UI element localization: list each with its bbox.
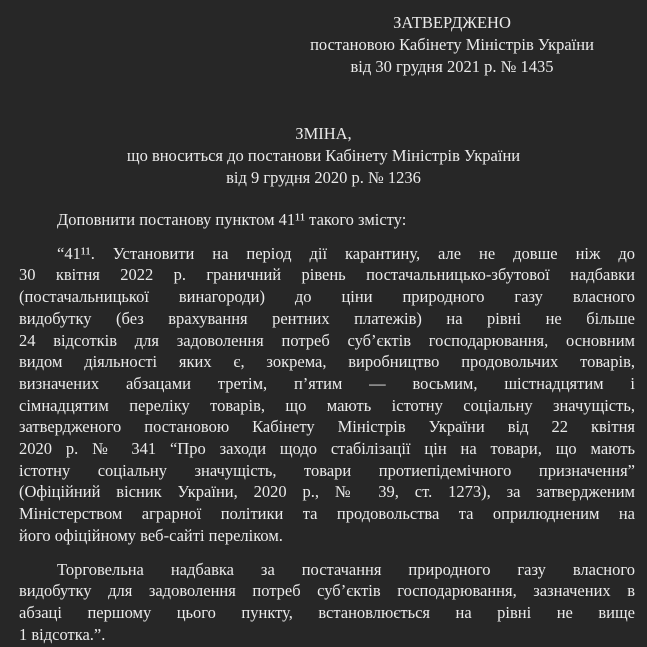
paragraph-line: істотну соціальну значущість, товари протиепідемічного призначення” [19,460,635,480]
paragraph-line: видобутку (без врахування рентних платежів) на рівні не більше [19,308,635,328]
document-subtitle: що вноситься до постанови Кабінету Міністрів України [126,146,521,165]
approval-block [287,0,617,78]
paragraph-line: абзаці першому цього пункту, встановлюється на рівні не вище [19,602,635,622]
approval-label: ЗАТВЕРДЖЕНО [393,13,511,32]
paragraph-line: його офіційному веб-сайті переліком. [19,525,283,545]
approval-authority: постановою Кабінету Міністрів України [310,35,594,54]
paragraph-trade-markup [19,559,635,646]
paragraph-line: сімнадцятим переліку товарів, що мають істотну соціальну значущість, [19,395,635,415]
paragraph-line: видобутку для задоволення потреб суб’єктів господарювання, зазначених в [19,581,635,601]
paragraph-line: визначених абзацами третім, п’ятим — восьмим, шістнадцятим і [19,373,635,393]
approval-date-number: від 30 грудня 2021 р. № 1435 [350,57,554,76]
paragraph-line: “41¹¹. Установити на період дії карантину, але не довше ніж до [57,243,635,263]
paragraph-line: Міністерством аграрної політики та продовольства та оприлюдненим на [19,504,635,524]
document-subtitle-date: від 9 грудня 2020 р. № 1236 [226,168,421,187]
paragraph-line: Торговельна надбавка за постачання природного газу власного [57,559,635,579]
paragraph-point-41-11 [19,243,635,547]
paragraph-line: (Офіційний вісник України, 2020 р., № 39, ст. 1273), за затвердженим [19,482,635,502]
paragraph-line: 30 квітня 2022 р. граничний рівень постачальницько-збутової надбавки [19,265,635,285]
paragraph-line: 24 відсотків для задоволення потреб суб’єктів господарювання, основним [19,330,635,350]
intro-paragraph: Доповнити постанову пунктом 41¹¹ такого змісту: [57,210,407,229]
document-body [19,209,635,645]
title-block [0,123,647,189]
document-title: ЗМІНА, [295,124,352,143]
paragraph-line: 1 відсотка.”. [19,624,106,644]
paragraph-line: затвердженого постановою Кабінету Міністрів України від 22 квітня [19,417,635,437]
paragraph-line: 2020 р. № 341 “Про заходи щодо стабілізації цін на товари, що мають [19,439,635,459]
paragraph-line: (постачальницької винагороди) до ціни природного газу власного [19,287,635,307]
paragraph-line: видом діяльності яких є, зокрема, виробництво продовольчих товарів, [19,352,635,372]
